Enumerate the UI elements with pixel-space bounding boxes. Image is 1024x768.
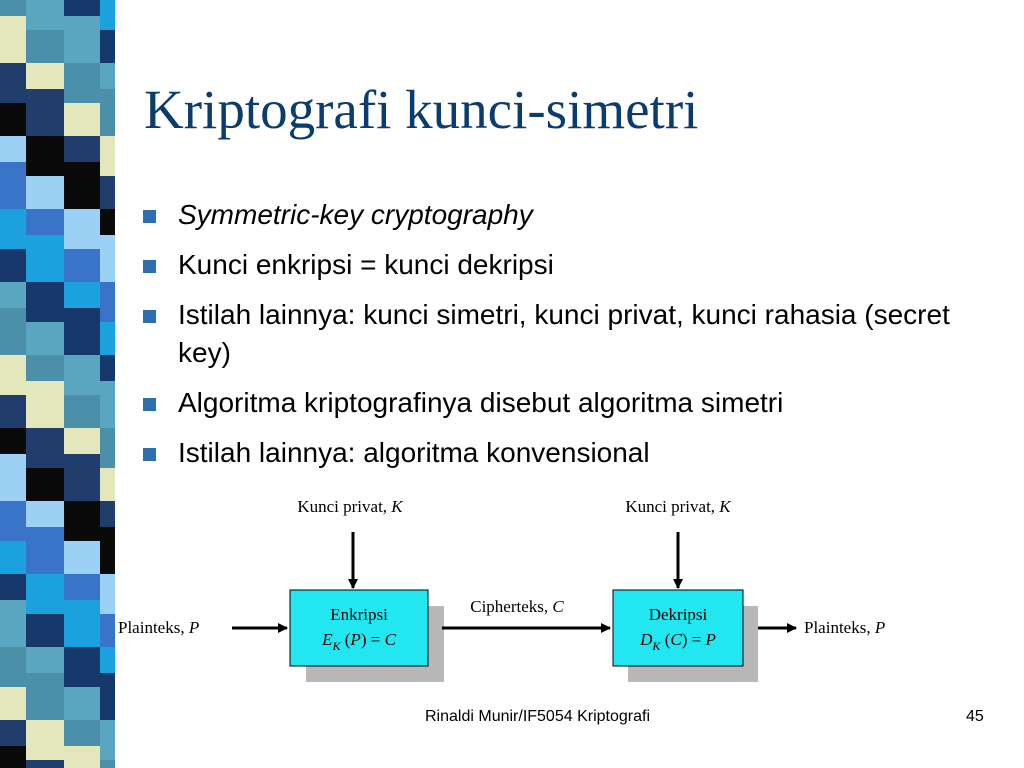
footer-credit: Rinaldi Munir/IF5054 Kriptografi: [425, 708, 650, 725]
stripe-block: [64, 103, 104, 136]
stripe-block: [0, 103, 30, 136]
stripe-block: [0, 16, 30, 63]
stripe-block: [26, 89, 64, 136]
key-right-label: Kunci privat, K: [625, 497, 731, 516]
stripe-block: [26, 30, 64, 63]
square-bullet-icon: [143, 398, 156, 411]
stripe-block: [0, 395, 30, 428]
stripe-block: [64, 209, 104, 249]
square-bullet-icon: [143, 448, 156, 461]
stripe-block: [0, 136, 30, 162]
stripe-block: [0, 574, 30, 600]
stripe-block: [100, 381, 115, 428]
decorative-stripe: [0, 0, 115, 768]
slide-title: Kriptografi kunci-simetri: [144, 79, 699, 140]
stripe-block: [100, 209, 115, 235]
stripe-block: [26, 63, 64, 89]
square-bullet-icon: [143, 210, 156, 223]
stripe-block: [100, 760, 115, 768]
key-left-label: Kunci privat, K: [297, 497, 403, 516]
page-number: 45: [966, 708, 984, 725]
ciphertext-label: Cipherteks, C: [470, 597, 564, 616]
encrypt-formula: $E_K$ (P) = C: [322, 630, 396, 653]
stripe-block: [26, 0, 64, 30]
stripe-block: [26, 136, 64, 176]
stripe-block: [64, 63, 104, 103]
decrypt-formula: $D_K$ (C) = P: [640, 630, 716, 653]
stripe-block: [100, 63, 115, 89]
decrypt-box: [613, 590, 758, 682]
encrypt-box: [290, 590, 444, 682]
square-bullet-icon: [143, 260, 156, 273]
stripe-block: [26, 760, 64, 768]
stripe-block: [26, 673, 64, 720]
stripe-block: [26, 282, 64, 322]
bullet-item: Algoritma kriptografinya disebut algoritma simetri: [140, 384, 1000, 422]
stripe-block: [26, 355, 64, 381]
stripe-block: [26, 322, 64, 355]
stripe-block: [26, 381, 64, 428]
stripe-block: [64, 647, 104, 687]
stripe-block: [0, 282, 30, 308]
stripe-block: [64, 355, 104, 395]
stripe-block: [0, 209, 30, 249]
stripe-block: [64, 282, 104, 308]
symmetric-crypto-diagram: [110, 488, 910, 688]
stripe-block: [0, 0, 30, 16]
stripe-block: [26, 209, 64, 235]
stripe-block: [64, 162, 104, 209]
stripe-block: [26, 468, 64, 501]
stripe-block: [100, 322, 115, 355]
stripe-block: [26, 501, 64, 527]
stripe-block: [64, 541, 104, 574]
stripe-block: [100, 0, 115, 30]
stripe-block: [100, 176, 115, 209]
stripe-block: [0, 600, 30, 647]
stripe-block: [64, 574, 104, 600]
plaintext-in-label: Plainteks, P: [118, 618, 200, 637]
stripe-block: [26, 428, 64, 468]
stripe-block: [0, 541, 30, 574]
stripe-block: [64, 395, 104, 428]
stripe-block: [26, 647, 64, 673]
stripe-block: [0, 746, 30, 768]
stripe-block: [0, 162, 30, 209]
stripe-block: [64, 600, 104, 647]
stripe-block: [26, 176, 64, 209]
stripe-block: [0, 501, 30, 541]
stripe-block: [0, 720, 30, 746]
stripe-block: [64, 308, 104, 355]
stripe-block: [100, 89, 115, 136]
plaintext-out-label: Plainteks, P: [804, 618, 886, 637]
bullet-item: Kunci enkripsi = kunci dekripsi: [140, 246, 1000, 284]
stripe-block: [100, 30, 115, 63]
stripe-block: [26, 574, 64, 614]
stripe-block: [64, 501, 104, 541]
stripe-block: [64, 687, 104, 720]
stripe-block: [64, 746, 104, 768]
stripe-block: [64, 0, 104, 16]
stripe-block: [26, 527, 64, 574]
stripe-block: [0, 454, 30, 501]
bullet-item: Symmetric-key cryptography: [140, 196, 1000, 234]
stripe-block: [26, 720, 64, 760]
stripe-block: [64, 720, 104, 746]
stripe-block: [0, 687, 30, 720]
stripe-block: [100, 136, 115, 176]
stripe-block: [64, 136, 104, 162]
bullet-item: Istilah lainnya: kunci simetri, kunci privat, kunci rahasia (secret key): [140, 296, 1000, 372]
decrypt-title: Dekripsi: [648, 605, 708, 624]
stripe-block: [64, 16, 104, 63]
stripe-block: [0, 308, 30, 355]
stripe-block: [64, 428, 104, 454]
stripe-block: [100, 282, 115, 322]
stripe-block: [64, 249, 104, 282]
stripe-block: [64, 454, 104, 501]
stripe-block: [0, 355, 30, 395]
stripe-block: [0, 249, 30, 282]
stripe-block: [100, 355, 115, 381]
stripe-block: [100, 720, 115, 760]
encrypt-title: Enkripsi: [330, 605, 388, 624]
stripe-block: [26, 235, 64, 282]
stripe-block: [0, 428, 30, 454]
stripe-block: [100, 428, 115, 468]
square-bullet-icon: [143, 310, 156, 323]
stripe-block: [26, 614, 64, 647]
bullet-list: [140, 196, 1000, 484]
stripe-block: [100, 235, 115, 282]
stripe-block: [0, 63, 30, 103]
stripe-block: [0, 647, 30, 687]
bullet-item: Istilah lainnya: algoritma konvensional: [140, 434, 1000, 472]
